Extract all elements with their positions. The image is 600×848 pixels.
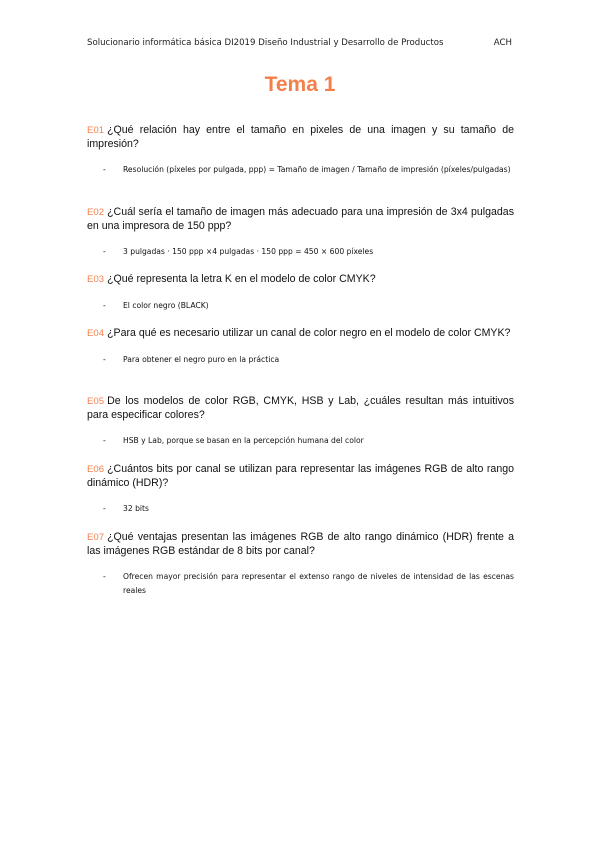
bullet-dash: - [103,165,106,175]
exercise-question [87,395,514,422]
answer-text: 3 pulgadas · 150 ppp ×4 pulgadas · 150 ppp = 450 × 600 píxeles [123,247,374,257]
exercise-id: E05 [87,396,105,407]
page-title: Tema 1 [264,73,336,96]
exercise-question [87,327,514,341]
exercise-id: E06 [87,464,105,475]
exercise-question [87,463,514,490]
exercise-answer [87,570,514,598]
exercise-id: E03 [87,274,105,285]
exercise-item [87,463,514,516]
answer-text: Para obtener el negro puro en la práctica [123,354,280,364]
question-text: ¿Cuál sería el tamaño de imagen más adecuado para una impresión de 3x4 pulgadas en una impresora de 150 ppp? [87,206,514,232]
exercise-answer [87,502,514,516]
answer-text: 32 bits [123,504,149,514]
exercise-question [87,124,514,151]
page-header [87,38,512,48]
answer-text: El color negro (BLACK) [123,300,209,310]
question-text: ¿Cuántos bits por canal se utilizan para representar las imágenes RGB de alto rango dinámico (HDR)? [87,463,514,489]
exercise-answer [87,353,514,367]
exercise-item [87,395,514,448]
answer-text: Resolución (píxeles por pulgada, ppp) = Tamaño de imagen / Tamaño de impresión (píxeles/pulgadas) [123,165,511,175]
question-text: ¿Qué ventajas presentan las imágenes RGB de alto rango dinámico (HDR) frente a las imágenes RGB estándar de 8 bits por canal? [87,531,514,557]
exercise-answer [87,163,514,177]
exercise-id: E02 [87,207,105,218]
answer-text: HSB y Lab, porque se basan en la percepción humana del color [123,436,364,446]
exercise-id: E04 [87,328,105,339]
exercise-id: E01 [87,125,105,136]
bullet-dash: - [103,572,106,582]
question-text: ¿Qué representa la letra K en el modelo de color CMYK? [107,273,376,285]
exercise-id: E07 [87,532,105,543]
bullet-dash: - [103,504,106,514]
bullet-dash: - [103,300,106,310]
answer-text: Ofrecen mayor precisión para representar el extenso rango de niveles de intensidad de las escenas reales [123,572,514,596]
bullet-dash: - [103,247,106,257]
exercise-question [87,273,514,287]
exercise-item [87,124,514,177]
exercise-answer [87,299,514,313]
exercise-item [87,327,514,367]
question-text: ¿Para qué es necesario utilizar un canal de color negro en el modelo de color CMYK? [107,327,511,339]
bullet-dash: - [103,354,106,364]
exercise-question [87,206,514,233]
header-course: Solucionario informática básica DI2019 Diseño Industrial y Desarrollo de Productos [87,38,444,48]
exercise-item [87,206,514,259]
question-text: De los modelos de color RGB, CMYK, HSB y Lab, ¿cuáles resultan más intuitivos para especificar colores? [87,395,514,421]
exercise-item [87,531,514,598]
exercise-question [87,531,514,558]
question-text: ¿Qué relación hay entre el tamaño en pixeles de una imagen y su tamaño de impresión? [87,124,514,150]
bullet-dash: - [103,436,106,446]
exercise-answer [87,434,514,448]
exercise-item [87,273,514,313]
header-initials: ACH [493,38,512,48]
exercise-answer [87,245,514,259]
